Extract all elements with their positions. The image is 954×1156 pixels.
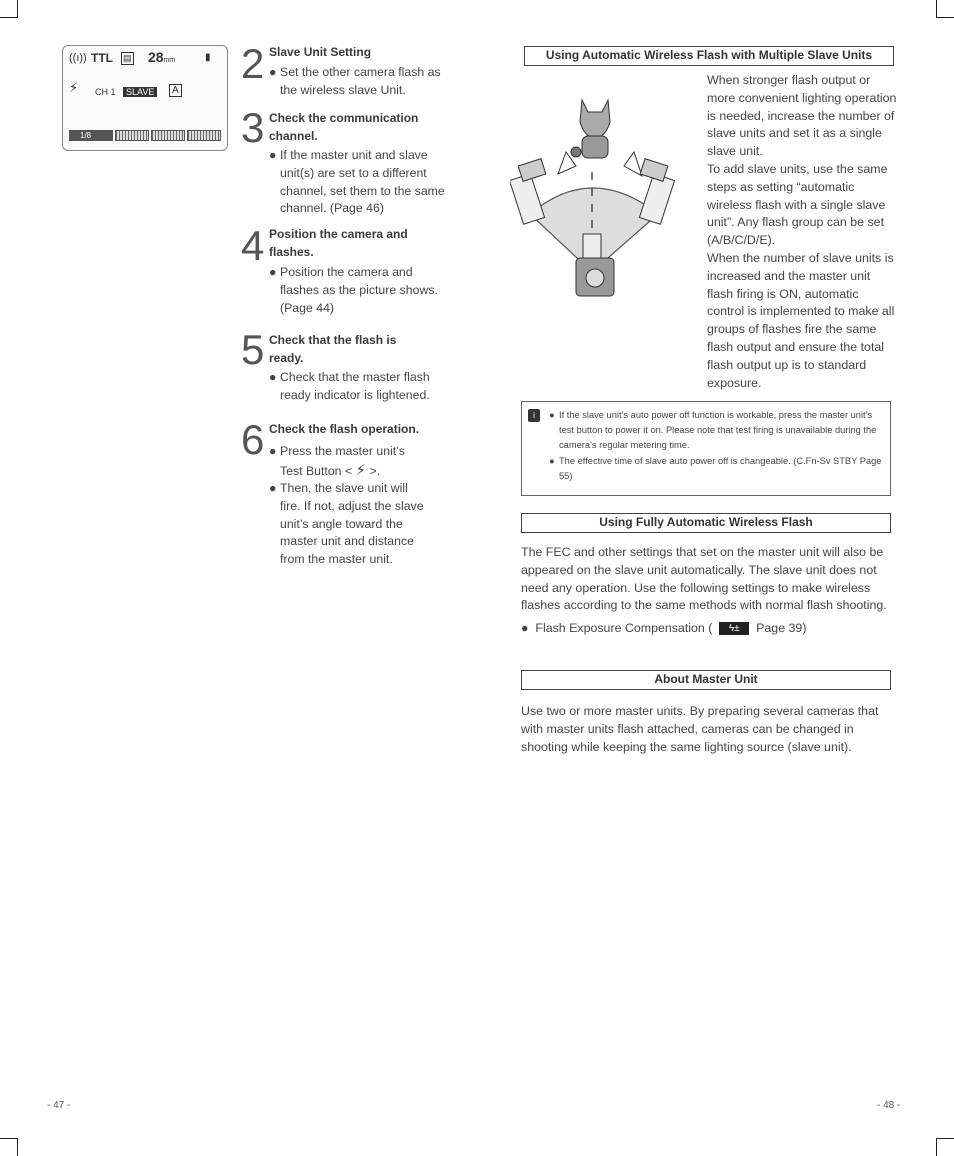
fec-icon: ϟ± <box>719 622 749 635</box>
crop-mark <box>936 1138 954 1139</box>
note-icon: i <box>528 409 540 422</box>
lcd-ttl: TTL <box>91 51 113 65</box>
lcd-group: A <box>169 84 182 97</box>
note-box <box>521 401 891 496</box>
card-icon: ▤ <box>123 53 132 63</box>
crop-mark <box>936 17 954 18</box>
step-bullet: ● Check that the master flash ready indicator is lightened. <box>269 370 430 402</box>
crop-mark <box>936 0 937 18</box>
section-title-fully-automatic: Using Fully Automatic Wireless Flash <box>521 513 891 533</box>
battery-icon: ▮ <box>205 52 211 63</box>
lcd-bar-label: 1/8 <box>69 130 113 141</box>
step-bullet: ● Then, the slave unit will fire. If not, adjust the slave unit’s angle toward the master unit and distance from the master unit. <box>269 481 424 567</box>
step-number: 2 <box>241 40 265 87</box>
step-title: Check that the flash is ready. <box>269 333 397 365</box>
lcd-display <box>62 45 228 151</box>
wireless-icon: ((ı)) <box>69 52 87 64</box>
step-title: Slave Unit Setting <box>269 45 372 59</box>
step-title: Position the camera and flashes. <box>269 227 408 259</box>
step-bullet: ● Position the camera and flashes as the picture shows. (Page 44) <box>269 265 438 315</box>
slave-flash-icon: ⚡︎ <box>69 80 79 95</box>
master-unit-text: Use two or more master units. By preparing several cameras that with master units flash attached, cameras can be changed in shooting while keeping the same lighting source (slave unit). <box>521 704 879 754</box>
note-bullet: ● The effective time of slave auto power off is changeable. (C.Fn-Sv STBY Page 55) <box>549 456 882 481</box>
crop-mark <box>0 17 18 18</box>
section-title-multiple-slave: Using Automatic Wireless Flash with Multiple Slave Units <box>524 46 894 66</box>
page-number-right: - 48 - <box>877 1100 901 1111</box>
crop-mark <box>17 1138 18 1156</box>
step-title: Check the communication channel. <box>269 111 419 143</box>
step-number: 6 <box>241 416 265 463</box>
wireless-setup-diagram <box>510 92 700 304</box>
section-title-master-unit: About Master Unit <box>521 670 891 690</box>
step-title: Check the flash operation. <box>269 422 420 436</box>
multi-slave-text: When stronger flash output or more convenient lighting operation is needed, increase the number of slave units and set it as a single slave unit. To add slave units, use the same steps as setting “automatic wireless flash with a single slave unit”. Any flash group can be set (A/B/C/D/E). When the number of slave units is increased and the master unit flash firing is ON, automatic control is implemented to make all groups of flashes fire the same flash output and ensure the total flash output up is to standard exposure. <box>707 73 897 390</box>
step-bullet: ● If the master unit and slave unit(s) are set to a different channel, set them to the same channel. (Page 46) <box>269 148 445 216</box>
step-number: 4 <box>241 222 265 269</box>
crop-mark <box>936 1138 937 1156</box>
lcd-mode: SLAVE <box>123 87 157 97</box>
step-bullet: ● Set the other camera flash as the wireless slave Unit. <box>269 65 441 97</box>
crop-mark <box>17 0 18 18</box>
step-number: 3 <box>241 104 265 151</box>
fully-automatic-text: The FEC and other settings that set on the master unit will also be appeared on the slave unit automatically. The slave unit does not need any operation. Use the following settings to make wireless flashes according to the same methods with normal flash shooting. <box>521 545 887 613</box>
fec-item: ● Flash Exposure Compensation ( ϟ± Page 39) <box>521 621 807 635</box>
crop-mark <box>0 1138 18 1139</box>
step-number: 5 <box>241 326 265 373</box>
lcd-output-bar <box>69 130 221 141</box>
lcd-zoom: 28mm <box>148 49 176 65</box>
note-bullet: ● If the slave unit’s auto power off function is workable, press the master unit’s test button to power it on. Please note that test firing is unavailable during the camera’s regular metering time. <box>549 410 877 450</box>
lcd-channel: CH 1 <box>95 87 116 97</box>
page-number-left: - 47 - <box>47 1100 71 1111</box>
step-bullet: ● Press the master unit’s Test Button < ⚡︎ >. <box>269 444 405 479</box>
flash-test-icon: ⚡︎ <box>355 462 367 479</box>
